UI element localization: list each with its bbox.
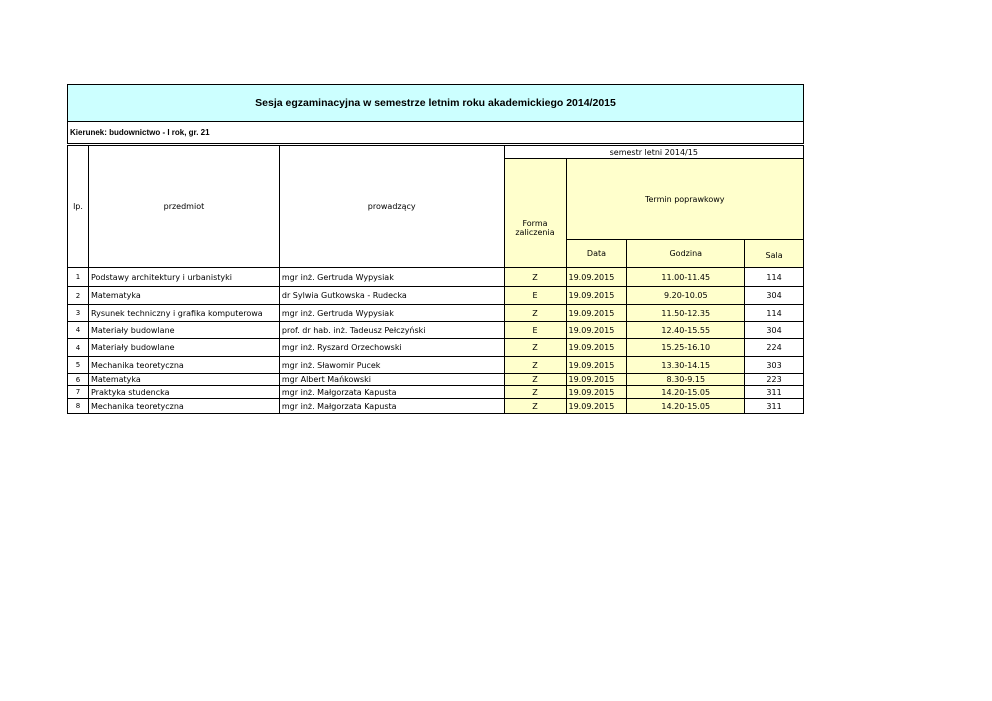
row-form: Z — [504, 386, 566, 399]
row-time: 14.20-15.05 — [627, 386, 745, 399]
row-time: 9.20-10.05 — [627, 287, 745, 305]
row-time: 11.00-11.45 — [627, 268, 745, 287]
row-form: Z — [504, 339, 566, 357]
row-lecturer: mgr inż. Ryszard Orzechowski — [279, 339, 504, 357]
row-lp: 4 — [68, 339, 89, 357]
row-room: 303 — [745, 357, 804, 374]
table-row — [68, 399, 804, 414]
row-lp: 1 — [68, 268, 89, 287]
row-lecturer: dr Sylwia Gutkowska - Rudecka — [279, 287, 504, 305]
sheet-title: Sesja egzaminacyjna w semestrze letnim roku akademickiego 2014/2015 — [67, 84, 804, 122]
row-room: 304 — [745, 287, 804, 305]
header-semester: semestr letni 2014/15 — [504, 146, 803, 159]
header-form: Forma zaliczenia — [504, 159, 566, 268]
row-lecturer: mgr inż. Małgorzata Kapusta — [279, 386, 504, 399]
row-subject: Materiały budowlane — [88, 339, 279, 357]
row-room: 114 — [745, 268, 804, 287]
row-date: 19.09.2015 — [566, 399, 627, 414]
row-lp: 5 — [68, 357, 89, 374]
row-date: 19.09.2015 — [566, 386, 627, 399]
header-date: Data — [566, 240, 627, 268]
row-room: 311 — [745, 399, 804, 414]
row-time: 8.30-9.15 — [627, 374, 745, 386]
row-lecturer: mgr Albert Mańkowski — [279, 374, 504, 386]
row-date: 19.09.2015 — [566, 374, 627, 386]
row-date: 19.09.2015 — [566, 305, 627, 322]
row-lp: 6 — [68, 374, 89, 386]
row-lecturer: mgr inż. Gertruda Wypysiak — [279, 305, 504, 322]
row-form: Z — [504, 305, 566, 322]
row-lecturer: mgr inż. Małgorzata Kapusta — [279, 399, 504, 414]
row-subject: Rysunek techniczny i grafika komputerowa — [88, 305, 279, 322]
table-row — [68, 339, 804, 357]
row-form: Z — [504, 374, 566, 386]
row-subject: Materiały budowlane — [88, 322, 279, 339]
row-form: Z — [504, 357, 566, 374]
row-subject: Mechanika teoretyczna — [88, 399, 279, 414]
row-time: 12.40-15.55 — [627, 322, 745, 339]
table-row — [68, 322, 804, 339]
row-subject: Matematyka — [88, 374, 279, 386]
row-time: 13.30-14.15 — [627, 357, 745, 374]
row-date: 19.09.2015 — [566, 287, 627, 305]
row-lp: 7 — [68, 386, 89, 399]
header-lp: lp. — [68, 146, 89, 268]
row-room: 311 — [745, 386, 804, 399]
row-lp: 3 — [68, 305, 89, 322]
department-label: Kierunek: budownictwo - I rok, gr. 21 — [67, 121, 804, 144]
table-row — [68, 386, 804, 399]
table-row — [68, 374, 804, 386]
row-lp: 4 — [68, 322, 89, 339]
row-room: 224 — [745, 339, 804, 357]
row-room: 114 — [745, 305, 804, 322]
schedule-table — [67, 145, 804, 414]
header-room: Sala — [745, 240, 804, 268]
row-subject: Podstawy architektury i urbanistyki — [88, 268, 279, 287]
header-time: Godzina — [627, 240, 745, 268]
row-time: 11.50-12.35 — [627, 305, 745, 322]
row-date: 19.09.2015 — [566, 322, 627, 339]
row-subject: Matematyka — [88, 287, 279, 305]
row-form: E — [504, 287, 566, 305]
row-date: 19.09.2015 — [566, 339, 627, 357]
row-subject: Praktyka studencka — [88, 386, 279, 399]
row-lp: 8 — [68, 399, 89, 414]
row-time: 15.25-16.10 — [627, 339, 745, 357]
row-form: Z — [504, 268, 566, 287]
row-lecturer: mgr inż. Sławomir Pucek — [279, 357, 504, 374]
table-row — [68, 287, 804, 305]
row-form: E — [504, 322, 566, 339]
row-subject: Mechanika teoretyczna — [88, 357, 279, 374]
table-row — [68, 268, 804, 287]
row-form: Z — [504, 399, 566, 414]
header-subject: przedmiot — [88, 146, 279, 268]
row-date: 19.09.2015 — [566, 268, 627, 287]
header-lecturer: prowadzący — [279, 146, 504, 268]
row-lp: 2 — [68, 287, 89, 305]
table-row — [68, 357, 804, 374]
row-room: 304 — [745, 322, 804, 339]
header-retake: Termin poprawkowy — [566, 159, 804, 240]
row-date: 19.09.2015 — [566, 357, 627, 374]
table-row — [68, 305, 804, 322]
row-lecturer: prof. dr hab. inż. Tadeusz Pełczyński — [279, 322, 504, 339]
row-room: 223 — [745, 374, 804, 386]
row-time: 14.20-15.05 — [627, 399, 745, 414]
row-lecturer: mgr inż. Gertruda Wypysiak — [279, 268, 504, 287]
